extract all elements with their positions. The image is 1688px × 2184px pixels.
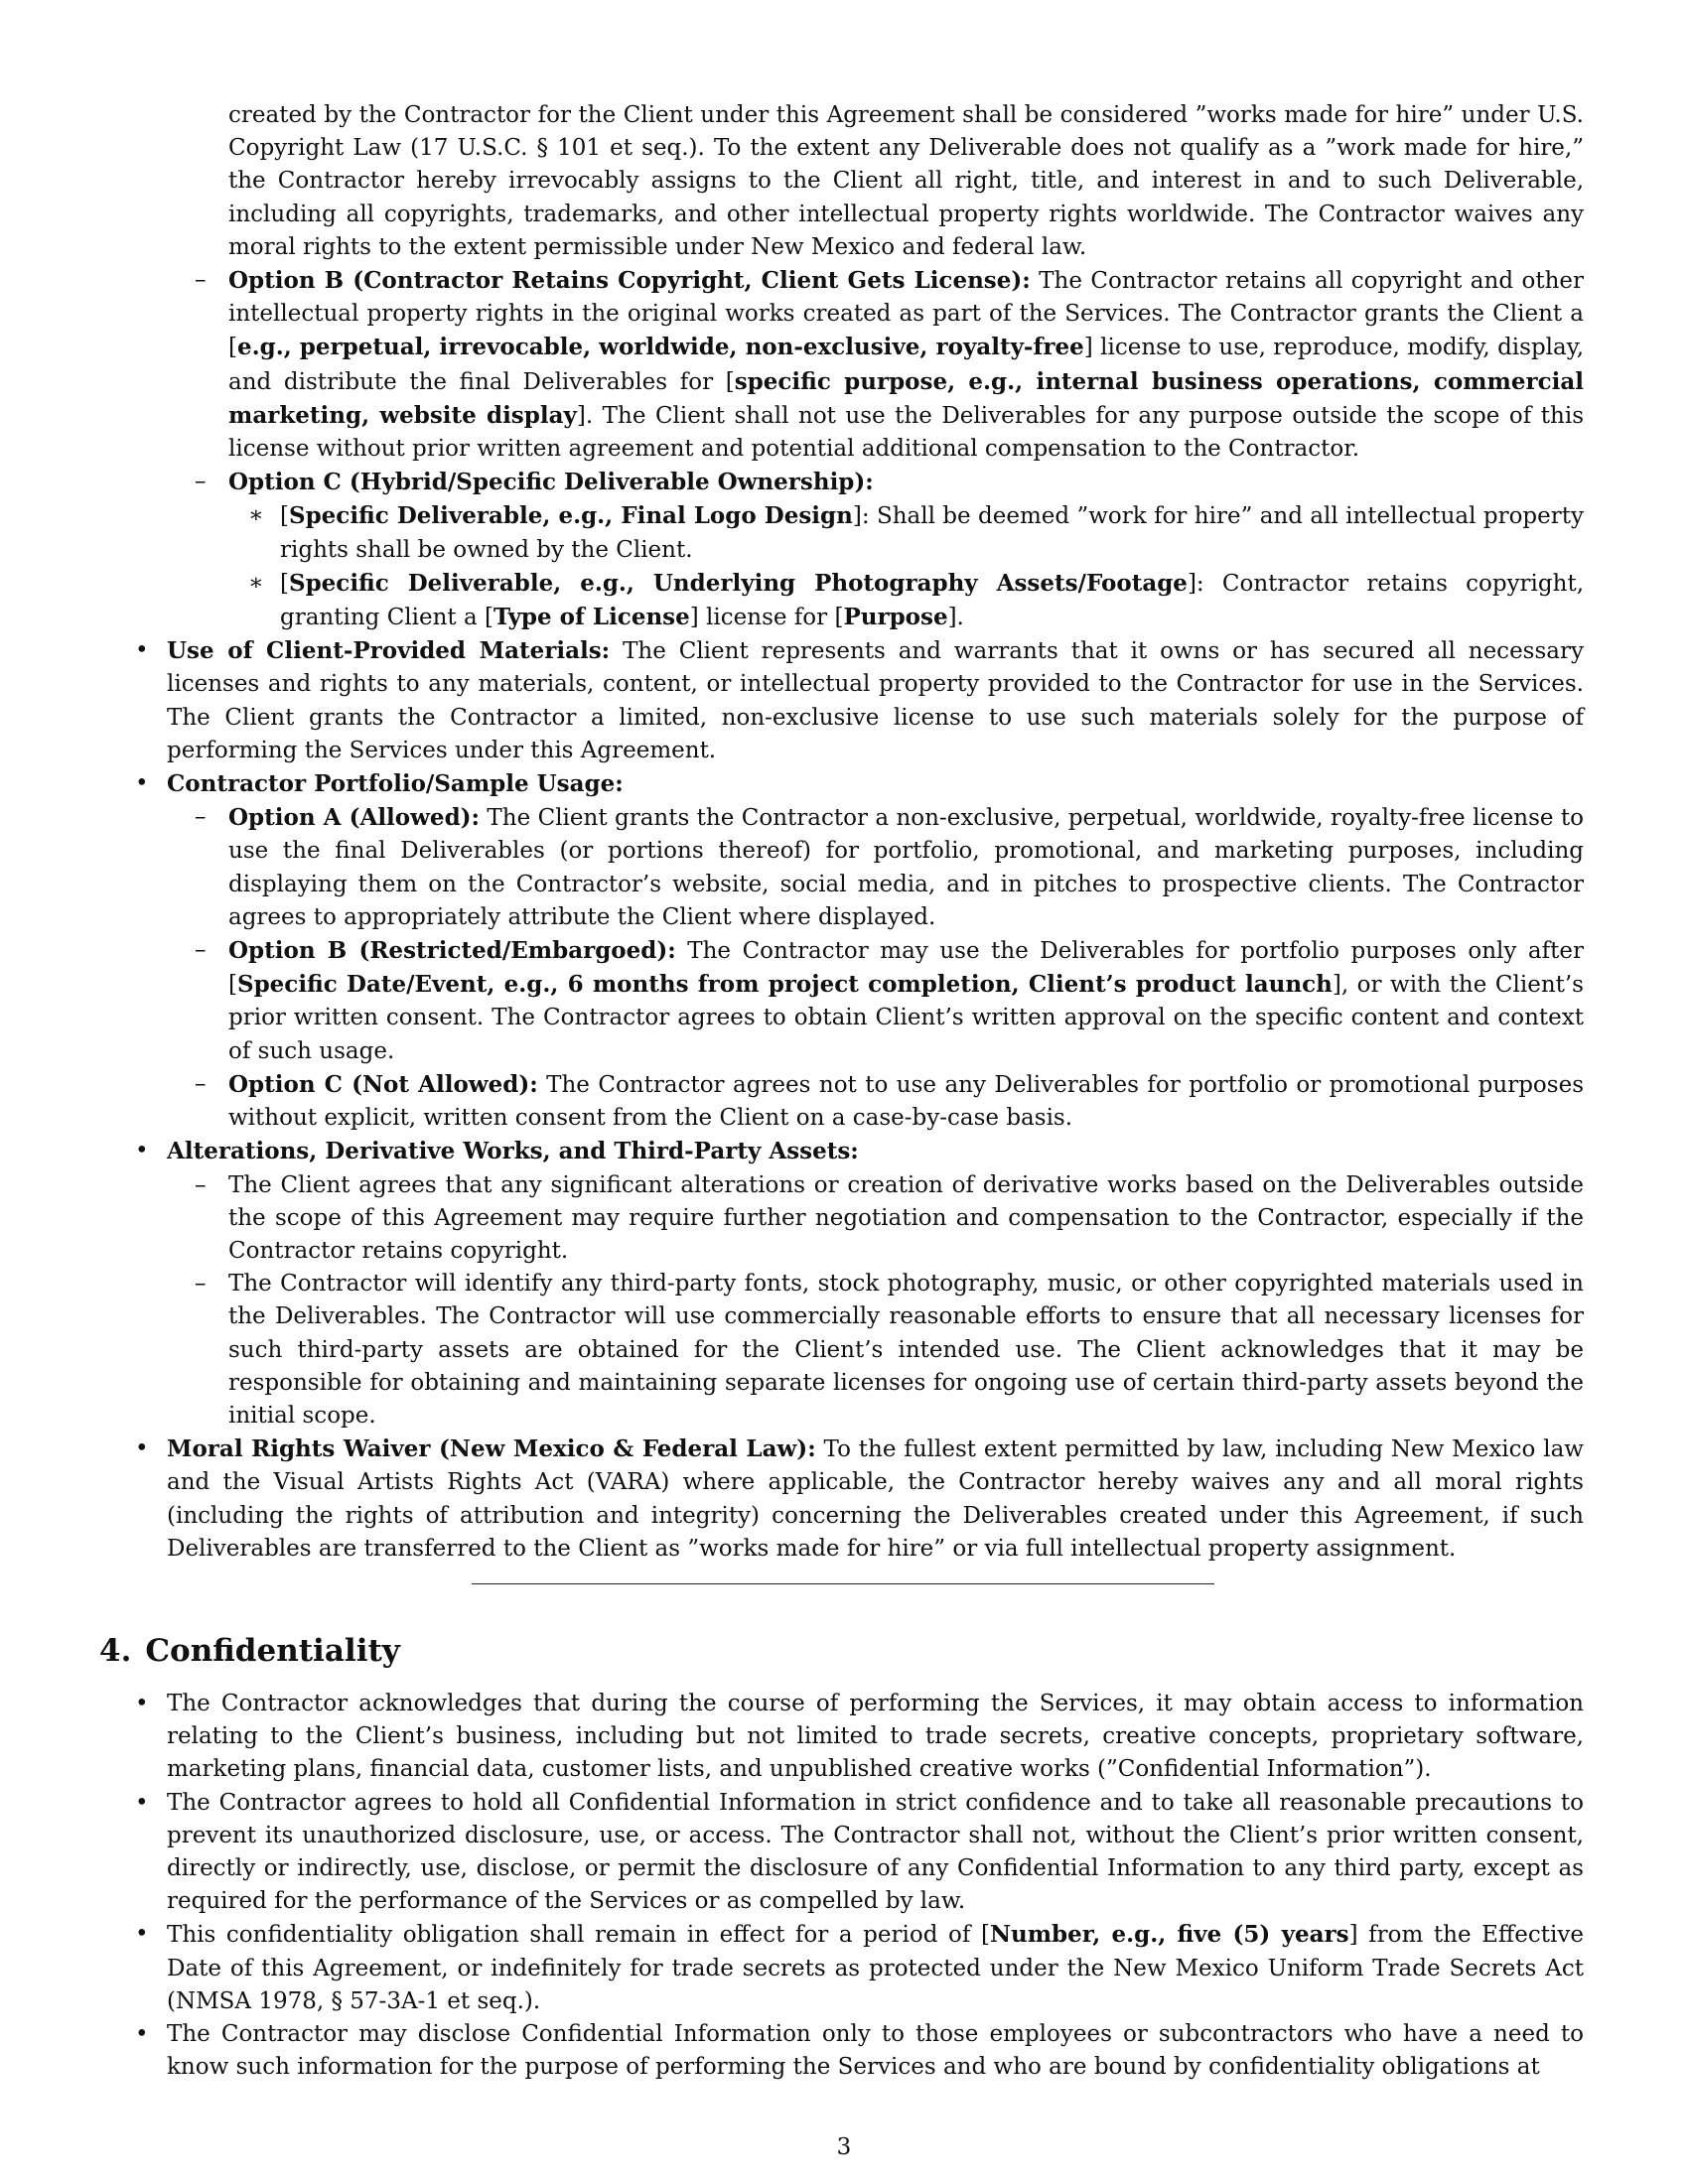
portfolio-option-a: – Option A (Allowed): The Client grants the Contractor a non-exclusive, perpetual, worldwide, royalty-free license to use the final Deliverables (or portions thereof) for portfolio, promotional, and marketing purposes, including displaying them on the Contractor’s website, social media, and in pitches to prospective clients. The Contractor agrees to appropriately attribute the Client where displayed. <box>99 801 1584 934</box>
item-label: Contractor Portfolio/Sample Usage: <box>167 770 624 798</box>
bullet-marker: • <box>135 770 149 797</box>
option-label: Option C (Not Allowed): <box>228 1070 538 1098</box>
bullet-marker: • <box>135 637 149 664</box>
alterations-item <box>99 1135 1584 1168</box>
option-c-item: ∗ [Specific Deliverable, e.g., Underlying Photography Assets/Footage]: Contractor retains copyright, granting Client a [Type of License] license for [Purpose]. <box>99 567 1584 634</box>
list-item: • The Contractor may disclose Confidential Information only to those employees or subcontractors who have a need to know such information for the purpose of performing the Services and who are bound by confidentiality obligations at <box>99 2018 1584 2084</box>
list-item: • This confidentiality obligation shall remain in effect for a period of [Number, e.g., five (5) years] from the Effective Date of this Agreement, or indefinitely for trade secrets as protected under the New Mexico Uniform Trade Secrets Act (NMSA 1978, § 57-3A-1 et seq.). <box>99 1918 1584 2018</box>
bullet-marker: • <box>135 1789 149 1816</box>
client-materials-item: • Use of Client-Provided Materials: The Client represents and warrants that it owns or has secured all necessary licenses and rights to any materials, content, or intellectual property provided to the Contractor for use in the Services. The Client grants the Contractor a limited, non-exclusive license to use such materials solely for the purpose of performing the Services under this Agreement. <box>99 634 1584 767</box>
section-title: Confidentiality <box>145 1633 400 1669</box>
dash-marker: – <box>195 267 207 294</box>
alterations-subitem: – The Client agrees that any significant alterations or creation of derivative works based on the Deliverables outside the scope of this Agreement may require further negotiation and compensation to the Contractor, especially if the Contractor retains copyright. <box>99 1169 1584 1269</box>
star-marker: ∗ <box>248 569 264 596</box>
dash-marker: – <box>195 1271 207 1297</box>
option-label: Option B (Contractor Retains Copyright, Client Gets License): <box>228 267 1031 295</box>
alterations-subitem: – The Contractor will identify any third-party fonts, stock photography, music, or other copyrighted materials used in the Deliverables. The Contractor will use commercially reasonable efforts to ensure that all necessary licenses for such third-party assets are obtained for the Client’s intended use. The Client acknowledges that it may be responsible for obtaining and maintaining separate licenses for ongoing use of certain third-party assets beyond the initial scope. <box>99 1268 1584 1433</box>
bullet-marker: • <box>135 1138 149 1164</box>
portfolio-item <box>99 767 1584 801</box>
option-label: Option A (Allowed): <box>228 804 481 832</box>
portfolio-option-c: – Option C (Not Allowed): The Contractor agrees not to use any Deliverables for portfolio or promotional purposes without explicit, written consent from the Client on a case-by-case basis. <box>99 1068 1584 1135</box>
option-a-continuation: created by the Contractor for the Client under this Agreement shall be considered ”works made for hire” under U.S. Copyright Law (17 U.S.C. § 101 et seq.). To the extent any Deliverable does not qualify as a ”work made for hire,” the Contractor hereby irrevocably assigns to the Client all right, title, and interest in and to such Deliverable, including all copyrights, trademarks, and other intellectual property rights worldwide. The Contractor waives any moral rights to the extent permissible under New Mexico and federal law. <box>228 102 1584 260</box>
section-number: 4. <box>99 1633 132 1669</box>
item-label: Use of Client-Provided Materials: <box>167 637 611 665</box>
dash-marker: – <box>195 937 207 964</box>
section-heading <box>99 1631 400 1671</box>
horizontal-rule <box>472 1583 1214 1584</box>
dash-marker: – <box>195 1171 207 1198</box>
confidentiality-list <box>99 1688 1584 2084</box>
page-number: 3 <box>836 2134 852 2160</box>
ip-section-continuation <box>99 99 1584 1566</box>
bullet-marker: • <box>135 1691 149 1716</box>
bullet-marker: • <box>135 1435 149 1462</box>
option-c-item: ∗ [Specific Deliverable, e.g., Final Logo Design]: Shall be deemed ”work for hire” and all intellectual property rights shall be owned by the Client. <box>99 499 1584 566</box>
item-label: Moral Rights Waiver (New Mexico & Federal Law): <box>167 1435 816 1463</box>
list-item: • The Contractor agrees to hold all Confidential Information in strict confidence and to take all reasonable precautions to prevent its unauthorized disclosure, use, or access. The Contractor shall not, without the Client’s prior written consent, directly or indirectly, use, disclose, or permit the disclosure of any Confidential Information to any third party, except as required for the performance of the Services or as compelled by law. <box>99 1787 1584 1919</box>
item-label: Alterations, Derivative Works, and Third-Party Assets: <box>167 1138 859 1165</box>
dash-marker: – <box>195 1070 207 1097</box>
bullet-marker: • <box>135 2021 149 2048</box>
portfolio-option-b: – Option B (Restricted/Embargoed): The Contractor may use the Deliverables for portfolio purposes only after [Specific Date/Event, e.g., 6 months from project completion, Client’s product launch], or with the Client’s prior written consent. The Contractor agrees to obtain Client’s written approval on the specific content and context of such usage. <box>99 934 1584 1068</box>
dash-marker: – <box>195 469 207 495</box>
bullet-marker: • <box>135 1921 149 1948</box>
star-marker: ∗ <box>248 502 264 529</box>
list-item: • The Contractor acknowledges that during the course of performing the Services, it may obtain access to information relating to the Client’s business, including but not limited to trade secrets, creative concepts, proprietary software, marketing plans, financial data, customer lists, and unpublished creative works (”Confidential Information”). <box>99 1688 1584 1787</box>
option-label: Option B (Restricted/Embargoed): <box>228 937 676 965</box>
dash-marker: – <box>195 804 207 831</box>
moral-rights-item: • Moral Rights Waiver (New Mexico & Federal Law): To the fullest extent permitted by law, including New Mexico law and the Visual Artists Rights Act (VARA) where applicable, the Contractor hereby waives any and all moral rights (including the rights of attribution and integrity) concerning the Deliverables created under this Agreement, if such Deliverables are transferred to the Client as ”works made for hire” or via full intellectual property assignment. <box>99 1433 1584 1566</box>
option-label: Option C (Hybrid/Specific Deliverable Ownership): <box>228 469 874 496</box>
ip-option-c <box>99 466 1584 499</box>
ip-option-b: – Option B (Contractor Retains Copyright, Client Gets License): The Contractor retains all copyright and other intellectual property rights in the original works created as part of the Services. The Contractor grants the Client a [e.g., perpetual, irrevocable, worldwide, non-exclusive, royalty-free] license to use, reproduce, modify, display, and distribute the final Deliverables for [specific purpose, e.g., internal business operations, commercial marketing, website display]. The Client shall not use the Deliverables for any purpose outside the scope of this license without prior written agreement and potential additional compensation to the Contractor. <box>99 264 1584 466</box>
